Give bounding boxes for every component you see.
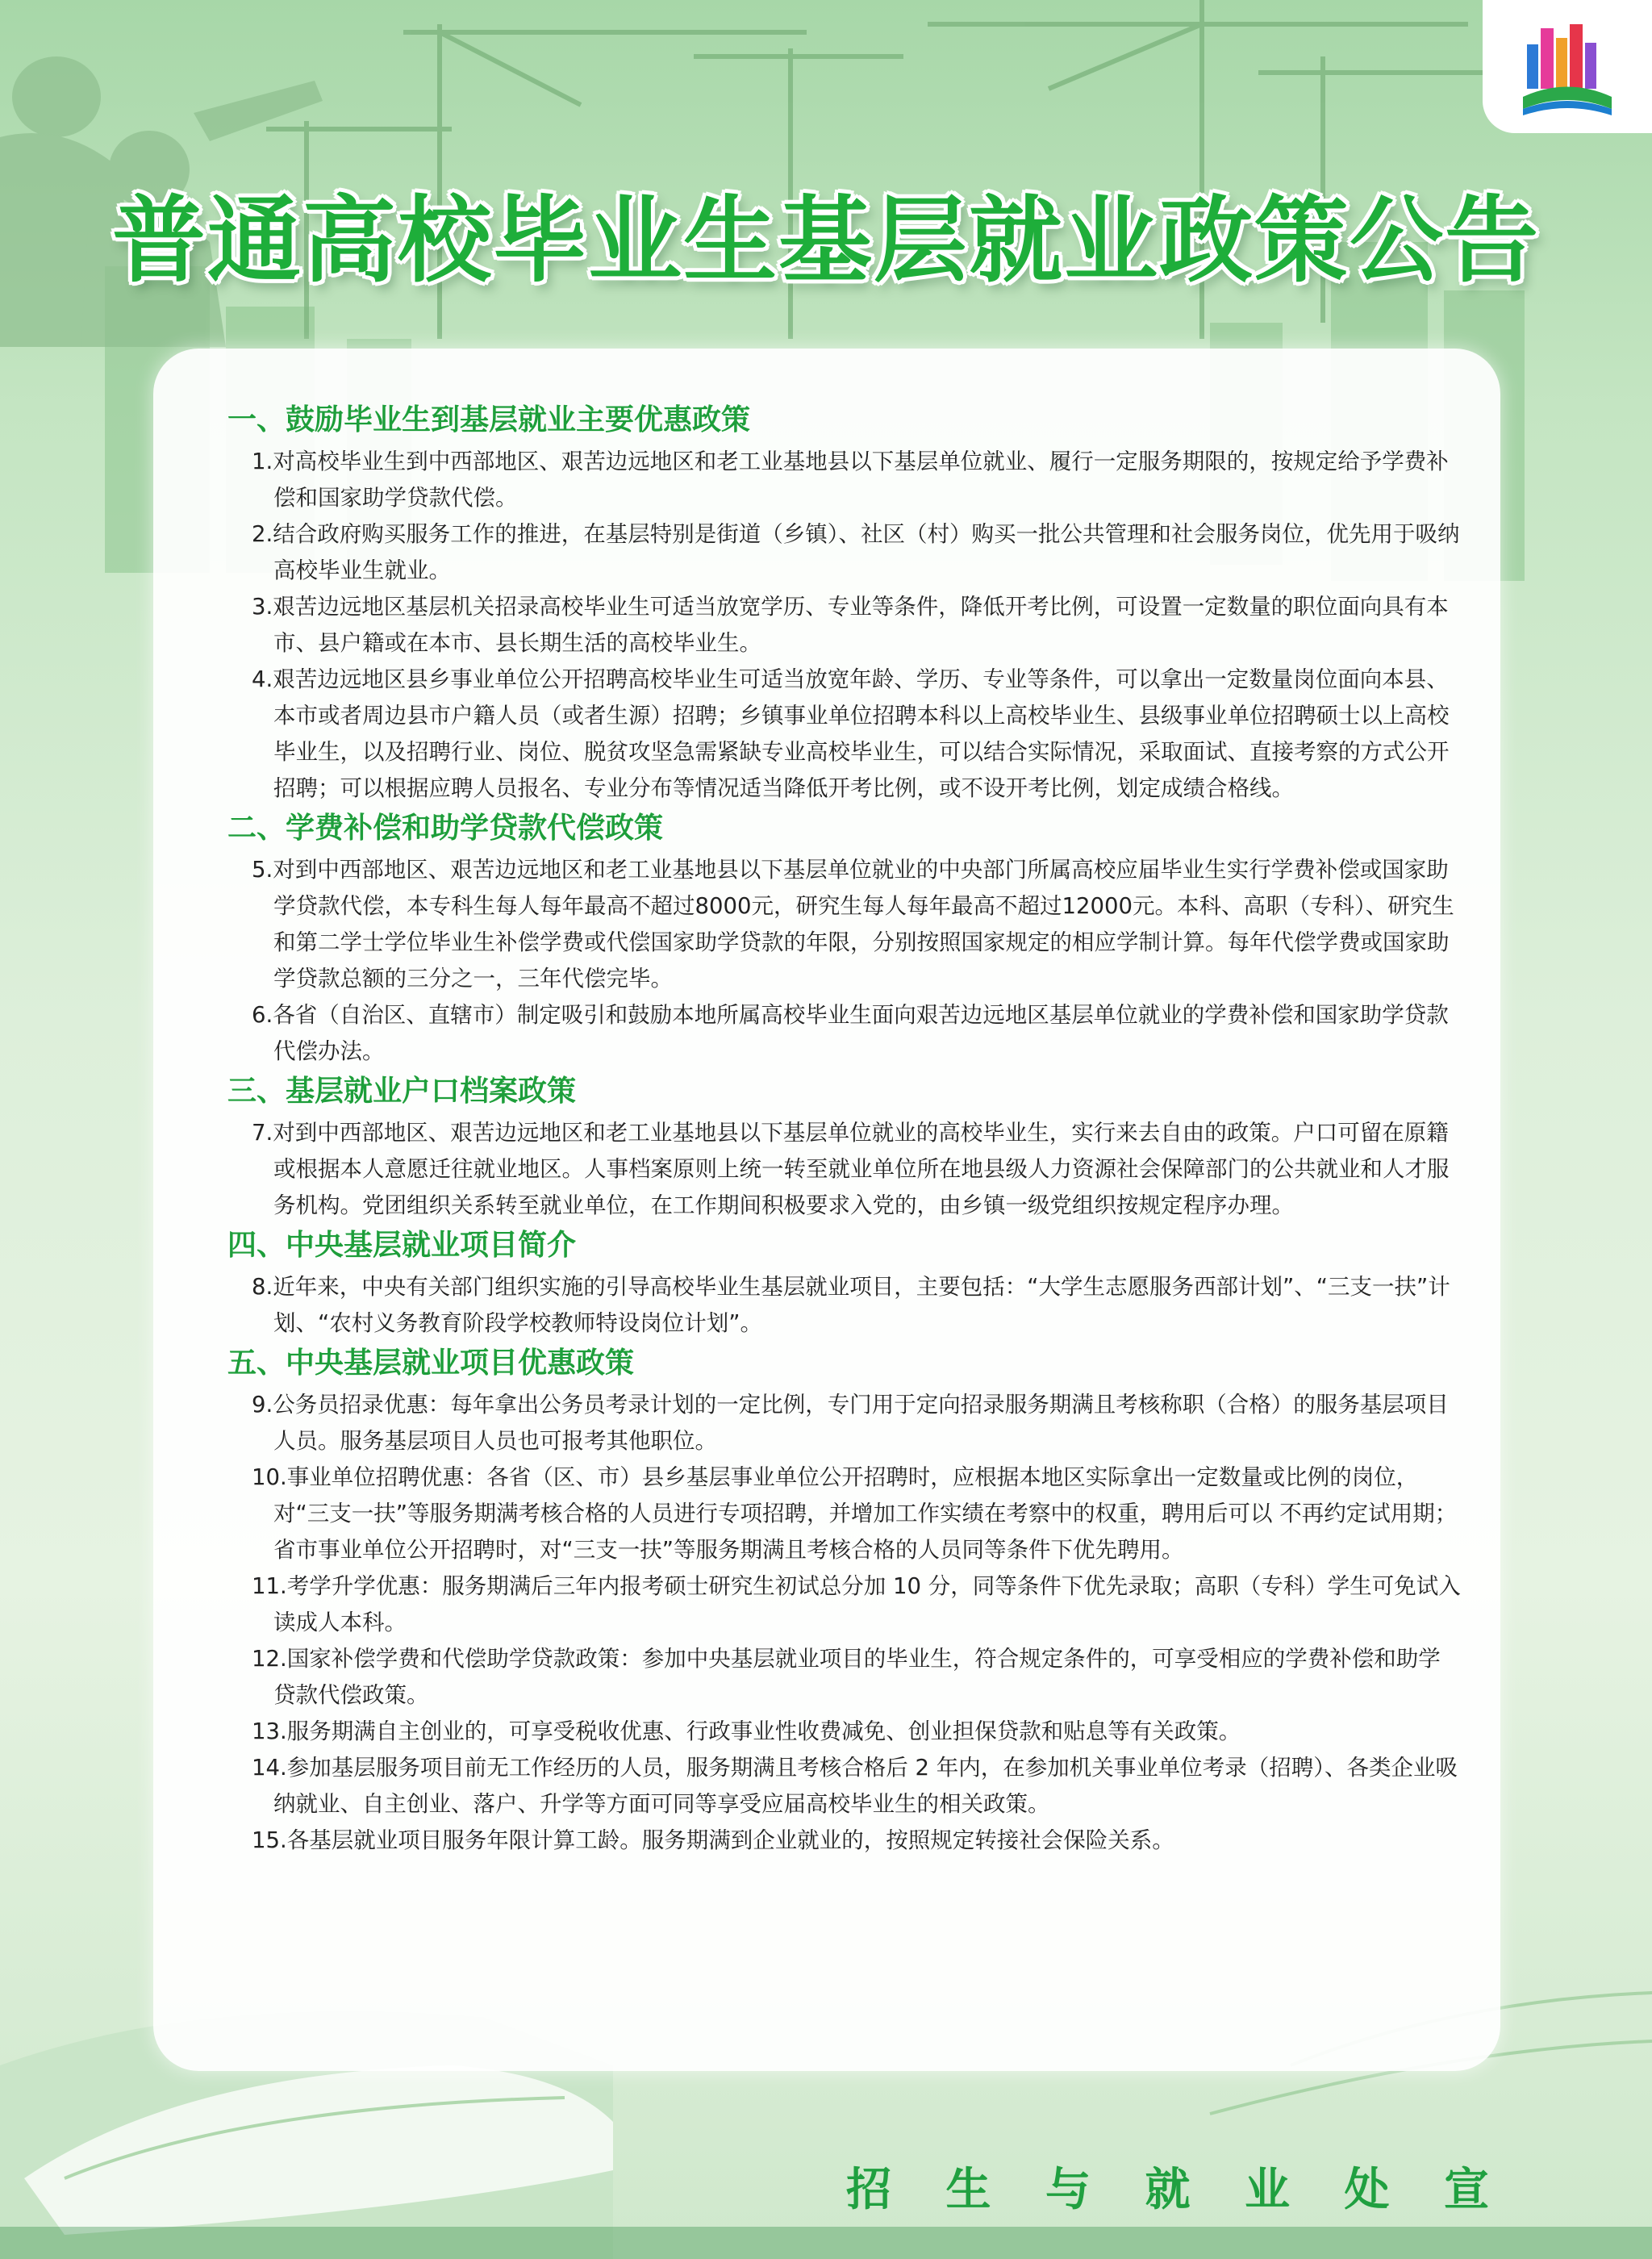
policy-item: 11.考学升学优惠：服务期满后三年内报考硕士研究生初试总分加 10 分，同等条件下优先录取；高职（专科）学生可免试入读成人本科。 [252,1573,1461,1635]
policy-item: 6.各省（自治区、直辖市）制定吸引和鼓励本地所属高校毕业生面向艰苦边远地区基层单位就业的学费补偿和国家助学贷款代偿办法。 [252,1002,1449,1064]
policy-item: 8.近年来，中央有关部门组织实施的引导高校毕业生基层就业项目，主要包括：“大学生志愿服务西部计划”、“三支一扶”计划、“农村义务教育阶段学校教师特设岗位计划”。 [252,1274,1450,1336]
policy-item: 2.结合政府购买服务工作的推进，在基层特别是街道（乡镇）、社区（村）购买一批公共管理和社会服务岗位，优先用于吸纳高校毕业生就业。 [252,521,1460,583]
footer-credit: 招 生 与 就 业 处 宣 [846,2164,1508,2216]
page-title: 普通高校毕业生基层就业政策公告 [112,186,1540,295]
policy-section [227,1224,1462,1342]
policy-section [227,807,1462,1070]
policy-item: 3.艰苦边远地区基层机关招录高校毕业生可适当放宽学历、专业等条件，降低开考比例，可设置一定数量的职位面向具有本市、县户籍或在本市、县长期生活的高校毕业生。 [252,594,1449,656]
policy-item: 10.事业单位招聘优惠：各省（区、市）县乡基层事业单位公开招聘时，应根据本地区实际拿出一定数量或比例的岗位，对“三支一扶”等服务期满考核合格的人员进行专项招聘，并增加工作实绩在考察中的权重，聘用后可以 不再约定试用期；省市事业单位公开招聘时，对“三支一扶”等服务期满且考核合格的人员同等条件下优先聘用。 [252,1464,1458,1563]
policy-item: 7.对到中西部地区、艰苦边远地区和老工业基地县以下基层单位就业的高校毕业生，实行来去自由的政策。户口可留在原籍或根据本人意愿迁往就业地区。人事档案原则上统一转至就业单位所在地县级人力资源社会保障部门的公共就业和人才服务机构。党团组织关系转至就业单位，在工作期间积极要求入党的，由乡镇一级党组织按规定程序办理。 [252,1120,1450,1218]
city-skyline-logo-icon [1519,20,1616,117]
policy-item: 9.公务员招录优惠：每年拿出公务员考录计划的一定比例，专门用于定向招录服务期满且考核称职（合格）的服务基层项目人员。服务基层项目人员也可报考其他职位。 [252,1392,1449,1454]
logo-badge [1483,0,1652,133]
policy-content [227,399,1462,1859]
content-card [153,349,1500,2071]
policy-section [227,1070,1462,1224]
policy-item: 14.参加基层服务项目前无工作经历的人员，服务期满且考核合格后 2 年内，在参加机关事业单位考录（招聘）、各类企业吸纳就业、自主创业、落户、升学等方面可同等享受应届高校毕业生的相关政策。 [252,1755,1458,1817]
section-heading: 四、中央基层就业项目简介 [227,1229,577,1262]
section-heading: 一、鼓励毕业生到基层就业主要优惠政策 [227,403,751,436]
policy-item: 5.对到中西部地区、艰苦边远地区和老工业基地县以下基层单位就业的中央部门所属高校应届毕业生实行学费补偿或国家助学贷款代偿，本专科生每人每年最高不超过8000元，研究生每人每年最高不超过12000元。本科、高职（专科）、研究生和第二学士学位毕业生补偿学费或代偿国家助学贷款的年限，分别按照国家规定的相应学制计算。每年代偿学费或国家助学贷款总额的三分之一，三年代偿完毕。 [252,857,1454,992]
policy-section [227,1342,1462,1859]
policy-item: 13.服务期满自主创业的，可享受税收优惠、行政事业性收费减免、创业担保贷款和贴息等有关政策。 [252,1718,1241,1744]
policy-section [227,399,1462,807]
section-heading: 三、基层就业户口档案政策 [227,1075,577,1108]
section-heading: 二、学费补偿和助学贷款代偿政策 [227,812,664,845]
policy-item: 15.各基层就业项目服务年限计算工龄。服务期满到企业就业的，按照规定转接社会保险关系。 [252,1827,1174,1853]
policy-item: 4.艰苦边远地区县乡事业单位公开招聘高校毕业生可适当放宽年龄、学历、专业等条件，可以拿出一定数量岗位面向本县、本市或者周边县市户籍人员（或者生源）招聘；乡镇事业单位招聘本科以上高校毕业生、县级事业单位招聘硕士以上高校毕业生，以及招聘行业、岗位、脱贫攻坚急需紧缺专业高校毕业生，可以结合实际情况，采取面试、直接考察的方式公开招聘；可以根据应聘人员报名、专业分布等情况适当降低开考比例，或不设开考比例，划定成绩合格线。 [252,666,1450,801]
policy-item: 1.对高校毕业生到中西部地区、艰苦边远地区和老工业基地县以下基层单位就业、履行一定服务期限的，按规定给予学费补偿和国家助学贷款代偿。 [252,449,1449,511]
policy-item: 12.国家补偿学费和代偿助学贷款政策：参加中央基层就业项目的毕业生，符合规定条件的，可享受相应的学费补偿和助学贷款代偿政策。 [252,1646,1441,1708]
section-heading: 五、中央基层就业项目优惠政策 [227,1347,635,1380]
